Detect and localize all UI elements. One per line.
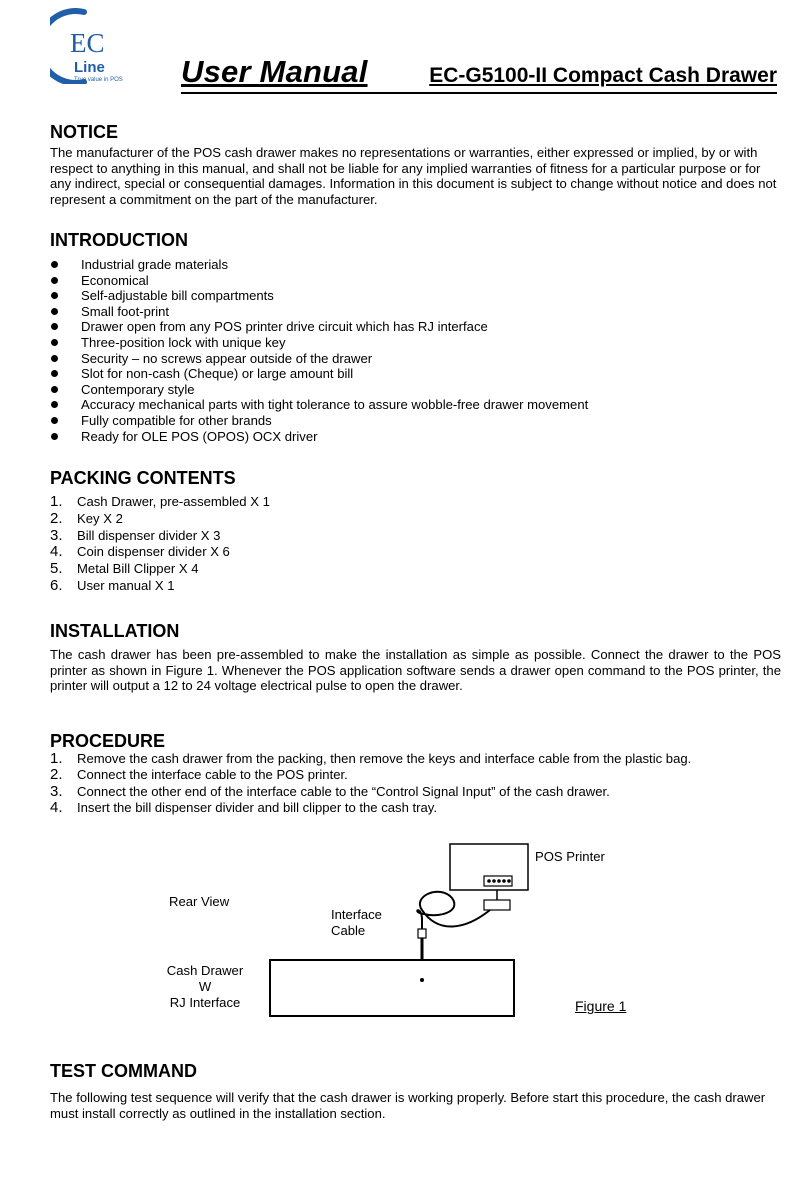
page-header: [181, 54, 777, 94]
rj-port-icon: [420, 978, 424, 982]
pos-printer-label: POS Printer: [535, 849, 605, 864]
list-item: 3. Connect the other end of the interface cable to the “Control Signal Input” of the cash drawer.: [50, 782, 610, 800]
bullet-icon: [51, 277, 58, 284]
list-item: 1. Remove the cash drawer from the packing, then remove the keys and interface cable from the plastic bag.: [50, 750, 692, 767]
logo-word: Line: [74, 59, 105, 76]
list-item: Drawer open from any POS printer drive circuit which has RJ interface: [50, 319, 588, 335]
ec-line-logo: [50, 8, 138, 84]
bullet-icon: [51, 370, 58, 377]
drawer-label-line1: Cash Drawer: [166, 963, 244, 978]
list-item: Ready for OLE POS (OPOS) OCX driver: [50, 429, 588, 445]
interface-label-line1: Interface: [331, 907, 382, 922]
procedure-list: [50, 751, 691, 817]
notice-heading: NOTICE: [50, 122, 119, 142]
bullet-icon: [51, 386, 58, 393]
list-item: 1. Cash Drawer, pre-assembled X 1: [50, 493, 270, 510]
list-item: Economical: [50, 273, 588, 289]
model-title: EC-G5100-II Compact Cash Drawer: [429, 64, 777, 87]
installation-text: The cash drawer has been pre-assembled to make the installation as simple as possible. Connect the drawer to the POS printer as shown in Figure 1. Whenever the POS application software sends a drawer open command to the POS printer, the printer will output a 12 to 24 voltage electrical pulse to open the drawer.: [50, 647, 781, 694]
bullet-icon: [51, 433, 58, 440]
list-item: 6. User manual X 1: [50, 576, 175, 594]
list-item: Accuracy mechanical parts with tight tolerance to assure wobble-free drawer movement: [50, 397, 588, 413]
list-item: 2. Key X 2: [50, 509, 123, 527]
interface-cable: [417, 892, 490, 929]
notice-text: The manufacturer of the POS cash drawer makes no representations or warranties, either expressed or implied, by or with respect to anything in this manual, and shall not be liable for any implied warranties of fitness for a particular purpose or for any indirect, special or consequential damages. Information in this document is subject to change without notice and does not represent a commitment on the part of the manufacturer.: [50, 145, 777, 207]
list-item: Security – no screws appear outside of the drawer: [50, 351, 588, 367]
list-item: 4. Coin dispenser divider X 6: [50, 543, 230, 561]
bullet-icon: [51, 308, 58, 315]
bullet-icon: [51, 292, 58, 299]
list-item: 4. Insert the bill dispenser divider and bill clipper to the cash tray.: [50, 799, 438, 817]
feature-list: [50, 257, 588, 444]
bullet-icon: [51, 339, 58, 346]
bullet-icon: [51, 417, 58, 424]
list-item: 2. Connect the interface cable to the POS printer.: [50, 766, 348, 784]
test-command-text: The following test sequence will verify that the cash drawer is working properly. Before start this procedure, the cash drawer must install correctly as outlined in the installation section.: [50, 1090, 766, 1121]
introduction-heading: INTRODUCTION: [50, 230, 188, 250]
printer-plug-icon: [484, 900, 510, 910]
cash-drawer-shape: [270, 960, 514, 1016]
bullet-icon: [51, 355, 58, 362]
list-item: Small foot-print: [50, 304, 588, 320]
bullet-icon: [51, 401, 58, 408]
manual-title: User Manual: [181, 54, 368, 89]
bullet-icon: [51, 261, 58, 268]
rear-view-label: Rear View: [169, 894, 230, 909]
list-item: Contemporary style: [50, 382, 588, 398]
list-item: Three-position lock with unique key: [50, 335, 588, 351]
list-item: 5. Metal Bill Clipper X 4: [50, 560, 199, 578]
installation-heading: INSTALLATION: [50, 621, 180, 641]
logo-mark: EC: [70, 28, 105, 58]
list-item: Fully compatible for other brands: [50, 413, 588, 429]
procedure-heading: PROCEDURE: [50, 731, 166, 751]
logo-tagline: True value in POS: [74, 77, 123, 83]
list-item: Industrial grade materials: [50, 257, 588, 273]
list-item: Slot for non-cash (Cheque) or large amount bill: [50, 366, 588, 382]
drawer-label-line3: RJ Interface: [169, 995, 241, 1010]
interface-label-line2: Cable: [331, 923, 366, 938]
figure-caption: Figure 1: [575, 998, 627, 1014]
packing-heading: PACKING CONTENTS: [50, 468, 236, 488]
bullet-icon: [51, 323, 58, 330]
drawer-label-line2: W: [198, 979, 212, 994]
list-item: 3. Bill dispenser divider X 3: [50, 526, 221, 544]
test-command-heading: TEST COMMAND: [50, 1061, 197, 1081]
list-item: Self-adjustable bill compartments: [50, 288, 588, 304]
cable-plug-icon: [418, 929, 426, 938]
packing-list: [50, 494, 270, 595]
